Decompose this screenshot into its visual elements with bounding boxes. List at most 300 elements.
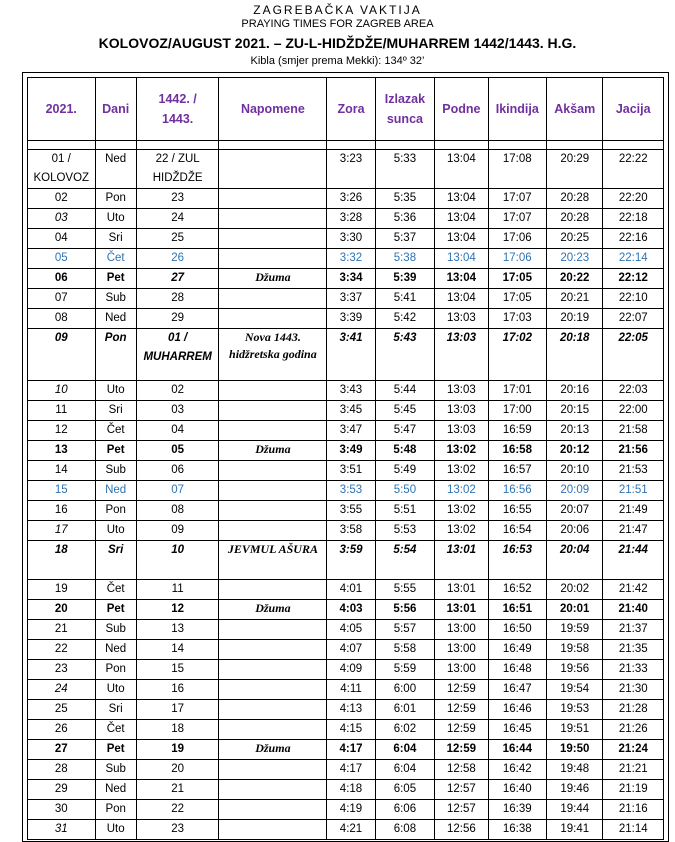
cell-zora: 3:59 (327, 541, 375, 580)
cell-podne: 13:04 (435, 249, 488, 269)
cell-aksam: 19:44 (547, 800, 603, 820)
cell-day: Čet (95, 580, 136, 600)
cell-izlazak: 5:37 (375, 229, 434, 249)
cell-zora: 3:28 (327, 209, 375, 229)
cell-day: Sub (95, 760, 136, 780)
cell-hijri: 02 (136, 381, 219, 401)
cell-aksam: 20:16 (547, 381, 603, 401)
cell-hijri: 26 (136, 249, 219, 269)
cell-jacija: 22:03 (603, 381, 664, 401)
cell-izlazak: 5:59 (375, 660, 434, 680)
cell-ikindija: 16:47 (488, 680, 546, 700)
cell-ikindija: 16:56 (488, 481, 546, 501)
cell-izlazak: 6:00 (375, 680, 434, 700)
cell-aksam: 19:46 (547, 780, 603, 800)
cell-podne: 12:59 (435, 700, 488, 720)
cell-note (219, 680, 327, 700)
cell-zora: 3:30 (327, 229, 375, 249)
cell-hijri: 13 (136, 620, 219, 640)
cell-izlazak: 5:42 (375, 309, 434, 329)
cell-aksam: 19:56 (547, 660, 603, 680)
cell-note (219, 229, 327, 249)
table-row (28, 780, 664, 800)
cell-date: 17 (28, 521, 96, 541)
cell-ikindija: 16:40 (488, 780, 546, 800)
cell-jacija: 21:44 (603, 541, 664, 580)
cell-izlazak: 5:51 (375, 501, 434, 521)
cell-date: 11 (28, 401, 96, 421)
cell-zora: 3:51 (327, 461, 375, 481)
cell-podne: 12:59 (435, 680, 488, 700)
cell-zora: 4:11 (327, 680, 375, 700)
cell-day: Sub (95, 620, 136, 640)
cell-hijri: 25 (136, 229, 219, 249)
cell-hijri: 15 (136, 660, 219, 680)
cell-hijri: 08 (136, 501, 219, 521)
cell-aksam: 20:12 (547, 441, 603, 461)
table-row (28, 381, 664, 401)
cell-izlazak: 5:45 (375, 401, 434, 421)
header-row (28, 78, 664, 141)
col-asr: Ikindija (488, 78, 546, 141)
cell-note: Nova 1443. hidžretska godina (219, 329, 327, 381)
cell-aksam: 20:04 (547, 541, 603, 580)
cell-day: Ned (95, 640, 136, 660)
cell-day: Sri (95, 229, 136, 249)
cell-ikindija: 16:48 (488, 660, 546, 680)
cell-jacija: 22:07 (603, 309, 664, 329)
cell-izlazak: 5:41 (375, 289, 434, 309)
cell-date: 16 (28, 501, 96, 521)
spacer-cell (136, 141, 219, 150)
table-row (28, 189, 664, 209)
cell-jacija: 22:05 (603, 329, 664, 381)
cell-note (219, 620, 327, 640)
cell-zora: 4:21 (327, 820, 375, 840)
cell-note (219, 249, 327, 269)
cell-note (219, 421, 327, 441)
table-row (28, 461, 664, 481)
cell-date: 27 (28, 740, 96, 760)
cell-day: Pon (95, 189, 136, 209)
cell-jacija: 22:20 (603, 189, 664, 209)
cell-podne: 13:04 (435, 289, 488, 309)
cell-day: Sub (95, 461, 136, 481)
table-row (28, 700, 664, 720)
cell-hijri: 14 (136, 640, 219, 660)
col-hijri (136, 78, 219, 141)
cell-note (219, 780, 327, 800)
cell-podne: 13:00 (435, 640, 488, 660)
spacer-cell (488, 141, 546, 150)
cell-aksam: 20:18 (547, 329, 603, 381)
cell-date: 07 (28, 289, 96, 309)
cell-day: Čet (95, 720, 136, 740)
cell-zora: 4:17 (327, 740, 375, 760)
cell-jacija: 21:49 (603, 501, 664, 521)
table-row (28, 441, 664, 461)
cell-day: Uto (95, 209, 136, 229)
cell-date: 08 (28, 309, 96, 329)
table-row (28, 680, 664, 700)
cell-zora: 3:47 (327, 421, 375, 441)
cell-podne: 13:02 (435, 461, 488, 481)
cell-note (219, 309, 327, 329)
cell-podne: 13:03 (435, 309, 488, 329)
cell-aksam: 20:07 (547, 501, 603, 521)
cell-aksam: 20:09 (547, 481, 603, 501)
cell-izlazak: 5:57 (375, 620, 434, 640)
cell-podne: 13:04 (435, 209, 488, 229)
cell-izlazak: 5:47 (375, 421, 434, 441)
cell-hijri: 09 (136, 521, 219, 541)
cell-hijri: 19 (136, 740, 219, 760)
cell-jacija: 21:24 (603, 740, 664, 760)
cell-izlazak: 6:02 (375, 720, 434, 740)
cell-day: Ned (95, 780, 136, 800)
table-row (28, 329, 664, 381)
cell-zora: 3:23 (327, 150, 375, 189)
cell-note (219, 461, 327, 481)
cell-zora: 4:01 (327, 580, 375, 600)
table-row (28, 521, 664, 541)
cell-date: 09 (28, 329, 96, 381)
cell-date: 30 (28, 800, 96, 820)
cell-zora: 4:05 (327, 620, 375, 640)
cell-day: Čet (95, 249, 136, 269)
cell-zora: 3:32 (327, 249, 375, 269)
cell-aksam: 19:58 (547, 640, 603, 660)
cell-jacija: 21:35 (603, 640, 664, 660)
table-row (28, 620, 664, 640)
cell-note (219, 289, 327, 309)
cell-podne: 12:59 (435, 720, 488, 740)
cell-zora: 4:18 (327, 780, 375, 800)
table-row (28, 289, 664, 309)
cell-ikindija: 16:58 (488, 441, 546, 461)
table-row (28, 229, 664, 249)
cell-day: Sub (95, 289, 136, 309)
cell-aksam: 20:28 (547, 189, 603, 209)
cell-note (219, 521, 327, 541)
cell-izlazak: 5:43 (375, 329, 434, 381)
cell-ikindija: 16:59 (488, 421, 546, 441)
cell-hijri: 04 (136, 421, 219, 441)
cell-ikindija: 16:53 (488, 541, 546, 580)
cell-podne: 13:03 (435, 381, 488, 401)
cell-date: 14 (28, 461, 96, 481)
table-row (28, 269, 664, 289)
cell-day: Uto (95, 680, 136, 700)
table-row (28, 820, 664, 840)
cell-ikindija: 17:06 (488, 229, 546, 249)
cell-hijri: 24 (136, 209, 219, 229)
cell-zora: 3:34 (327, 269, 375, 289)
cell-jacija: 21:47 (603, 521, 664, 541)
cell-aksam: 19:50 (547, 740, 603, 760)
cell-hijri: 05 (136, 441, 219, 461)
table-row (28, 580, 664, 600)
cell-note (219, 381, 327, 401)
cell-date: 04 (28, 229, 96, 249)
col-hijri-b: 1443. (162, 112, 194, 126)
cell-izlazak: 5:33 (375, 150, 434, 189)
cell-hijri: 23 (136, 820, 219, 840)
cell-date: 29 (28, 780, 96, 800)
cell-ikindija: 17:05 (488, 269, 546, 289)
cell-izlazak: 6:08 (375, 820, 434, 840)
table-row (28, 800, 664, 820)
cell-podne: 12:56 (435, 820, 488, 840)
cell-aksam: 20:23 (547, 249, 603, 269)
cell-note: Džuma (219, 269, 327, 289)
cell-jacija: 22:10 (603, 289, 664, 309)
cell-note (219, 820, 327, 840)
cell-day: Pet (95, 740, 136, 760)
cell-jacija: 22:16 (603, 229, 664, 249)
cell-note (219, 401, 327, 421)
cell-aksam: 20:06 (547, 521, 603, 541)
cell-zora: 3:58 (327, 521, 375, 541)
header-subtitle: PRAYING TIMES FOR ZAGREB AREA (241, 18, 434, 30)
cell-date: 01 / KOLOVOZ (28, 150, 96, 189)
cell-note: Džuma (219, 600, 327, 620)
cell-jacija: 22:18 (603, 209, 664, 229)
cell-ikindija: 16:46 (488, 700, 546, 720)
cell-note (219, 209, 327, 229)
table-row (28, 401, 664, 421)
cell-aksam: 19:54 (547, 680, 603, 700)
cell-ikindija: 16:52 (488, 580, 546, 600)
spacer-cell (603, 141, 664, 150)
cell-aksam: 20:28 (547, 209, 603, 229)
cell-date: 28 (28, 760, 96, 780)
cell-izlazak: 5:48 (375, 441, 434, 461)
col-sunrise (375, 78, 434, 141)
col-year: 2021. (28, 78, 96, 141)
cell-izlazak: 5:36 (375, 209, 434, 229)
cell-date: 15 (28, 481, 96, 501)
spacer-cell (435, 141, 488, 150)
cell-ikindija: 17:03 (488, 309, 546, 329)
cell-date: 22 (28, 640, 96, 660)
cell-date: 18 (28, 541, 96, 580)
cell-date: 06 (28, 269, 96, 289)
cell-izlazak: 6:06 (375, 800, 434, 820)
cell-jacija: 22:00 (603, 401, 664, 421)
cell-zora: 3:45 (327, 401, 375, 421)
cell-jacija: 21:37 (603, 620, 664, 640)
cell-jacija: 21:40 (603, 600, 664, 620)
cell-day: Pon (95, 800, 136, 820)
header-period: KOLOVOZ/AUGUST 2021. – ZU-L-HIDŽDŽE/MUHARREM 1442/1443. H.G. (98, 35, 577, 51)
table-row (28, 541, 664, 580)
cell-izlazak: 6:04 (375, 740, 434, 760)
cell-aksam: 19:53 (547, 700, 603, 720)
cell-day: Sri (95, 401, 136, 421)
cell-ikindija: 16:57 (488, 461, 546, 481)
cell-izlazak: 5:58 (375, 640, 434, 660)
cell-note (219, 640, 327, 660)
cell-date: 21 (28, 620, 96, 640)
cell-zora: 4:15 (327, 720, 375, 740)
cell-izlazak: 5:53 (375, 521, 434, 541)
cell-day: Sri (95, 541, 136, 580)
cell-podne: 13:00 (435, 660, 488, 680)
cell-hijri: 18 (136, 720, 219, 740)
cell-note (219, 189, 327, 209)
cell-izlazak: 5:44 (375, 381, 434, 401)
col-fajr: Zora (327, 78, 375, 141)
table-row (28, 249, 664, 269)
cell-podne: 13:03 (435, 329, 488, 381)
cell-jacija: 21:51 (603, 481, 664, 501)
col-sunrise-b: sunca (386, 112, 423, 126)
col-dhuhr: Podne (435, 78, 488, 141)
spacer-cell (219, 141, 327, 150)
cell-hijri: 17 (136, 700, 219, 720)
table-row (28, 501, 664, 521)
cell-note (219, 700, 327, 720)
col-sunrise-a: Izlazak (384, 92, 426, 106)
cell-izlazak: 5:54 (375, 541, 434, 580)
cell-ikindija: 17:07 (488, 189, 546, 209)
cell-zora: 4:19 (327, 800, 375, 820)
cell-jacija: 21:33 (603, 660, 664, 680)
cell-hijri: 20 (136, 760, 219, 780)
cell-podne: 13:04 (435, 189, 488, 209)
table-row (28, 740, 664, 760)
cell-ikindija: 17:00 (488, 401, 546, 421)
cell-ikindija: 17:02 (488, 329, 546, 381)
cell-izlazak: 5:56 (375, 600, 434, 620)
cell-hijri: 22 / ZUL HIDŽDŽE (136, 150, 219, 189)
cell-day: Ned (95, 481, 136, 501)
cell-ikindija: 17:08 (488, 150, 546, 189)
cell-hijri: 21 (136, 780, 219, 800)
cell-note (219, 580, 327, 600)
table-row (28, 660, 664, 680)
cell-izlazak: 5:38 (375, 249, 434, 269)
cell-izlazak: 5:50 (375, 481, 434, 501)
cell-day: Pon (95, 660, 136, 680)
cell-hijri: 06 (136, 461, 219, 481)
col-maghrib: Akšam (547, 78, 603, 141)
cell-podne: 12:59 (435, 740, 488, 760)
cell-izlazak: 6:05 (375, 780, 434, 800)
table-row (28, 150, 664, 189)
header-title: ZAGREBAČKA VAKTIJA (253, 3, 422, 17)
cell-aksam: 20:25 (547, 229, 603, 249)
cell-podne: 13:02 (435, 521, 488, 541)
cell-izlazak: 5:49 (375, 461, 434, 481)
cell-aksam: 20:21 (547, 289, 603, 309)
col-notes: Napomene (219, 78, 327, 141)
cell-podne: 13:01 (435, 541, 488, 580)
cell-day: Pon (95, 501, 136, 521)
cell-podne: 13:01 (435, 580, 488, 600)
cell-note (219, 800, 327, 820)
cell-ikindija: 16:38 (488, 820, 546, 840)
cell-zora: 3:43 (327, 381, 375, 401)
cell-zora: 3:26 (327, 189, 375, 209)
spacer-cell (28, 141, 96, 150)
cell-hijri: 16 (136, 680, 219, 700)
header-qibla: Kibla (smjer prema Mekki): 134º 32’ (250, 55, 425, 67)
table-row (28, 640, 664, 660)
table-row (28, 309, 664, 329)
cell-hijri: 22 (136, 800, 219, 820)
spacer-cell (375, 141, 434, 150)
cell-ikindija: 16:51 (488, 600, 546, 620)
cell-jacija: 22:12 (603, 269, 664, 289)
cell-zora: 3:49 (327, 441, 375, 461)
cell-jacija: 21:28 (603, 700, 664, 720)
cell-jacija: 21:30 (603, 680, 664, 700)
cell-zora: 3:39 (327, 309, 375, 329)
cell-aksam: 19:41 (547, 820, 603, 840)
cell-zora: 4:13 (327, 700, 375, 720)
cell-izlazak: 6:04 (375, 760, 434, 780)
cell-date: 20 (28, 600, 96, 620)
cell-jacija: 21:21 (603, 760, 664, 780)
cell-date: 24 (28, 680, 96, 700)
cell-hijri: 12 (136, 600, 219, 620)
cell-podne: 13:02 (435, 441, 488, 461)
cell-ikindija: 16:54 (488, 521, 546, 541)
cell-jacija: 21:42 (603, 580, 664, 600)
cell-date: 25 (28, 700, 96, 720)
cell-podne: 13:01 (435, 600, 488, 620)
cell-ikindija: 17:07 (488, 209, 546, 229)
cell-hijri: 10 (136, 541, 219, 580)
cell-zora: 4:07 (327, 640, 375, 660)
cell-izlazak: 5:39 (375, 269, 434, 289)
cell-zora: 3:53 (327, 481, 375, 501)
cell-hijri: 11 (136, 580, 219, 600)
cell-note (219, 501, 327, 521)
cell-day: Pon (95, 329, 136, 381)
cell-jacija: 21:56 (603, 441, 664, 461)
cell-day: Pet (95, 269, 136, 289)
spacer-cell (547, 141, 603, 150)
spacer-row (28, 141, 664, 150)
cell-zora: 4:17 (327, 760, 375, 780)
cell-day: Sri (95, 700, 136, 720)
cell-ikindija: 16:39 (488, 800, 546, 820)
cell-podne: 13:04 (435, 150, 488, 189)
table-row (28, 600, 664, 620)
cell-date: 19 (28, 580, 96, 600)
cell-ikindija: 16:45 (488, 720, 546, 740)
cell-ikindija: 16:42 (488, 760, 546, 780)
cell-aksam: 20:15 (547, 401, 603, 421)
cell-note (219, 660, 327, 680)
cell-hijri: 29 (136, 309, 219, 329)
cell-date: 03 (28, 209, 96, 229)
cell-zora: 3:41 (327, 329, 375, 381)
cell-ikindija: 16:44 (488, 740, 546, 760)
cell-jacija: 21:26 (603, 720, 664, 740)
cell-aksam: 20:19 (547, 309, 603, 329)
cell-ikindija: 17:06 (488, 249, 546, 269)
table-row (28, 421, 664, 441)
cell-aksam: 20:22 (547, 269, 603, 289)
cell-izlazak: 5:55 (375, 580, 434, 600)
cell-day: Pet (95, 600, 136, 620)
cell-ikindija: 17:01 (488, 381, 546, 401)
cell-podne: 12:57 (435, 780, 488, 800)
